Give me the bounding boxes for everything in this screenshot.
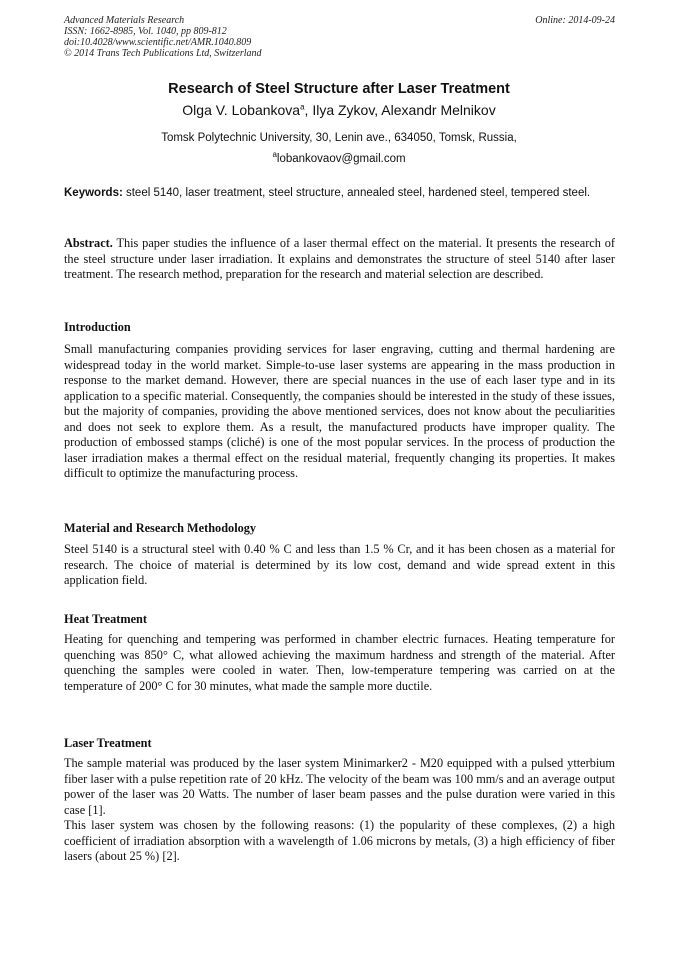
laser-paragraph-1: The sample material was produced by the laser system Minimarker2 - M20 equipped with a pulsed ytterbium fiber laser with a pulse repetition rate of 20 kHz. The velocity of the beam was 100 mm/s and an average output power of the laser was 20 Watts. The number of laser beam passes and the pulse duration were varied in this case [1]. <box>64 756 615 817</box>
laser-paragraph-2: This laser system was chosen by the following reasons: (1) the popularity of these complexes, (2) a high coefficient of irradiation absorption with a wavelength of 1.06 microns by metals, (3) a high efficiency of fiber lasers (about 25 %) [2]. <box>64 818 615 863</box>
author-list <box>0 101 678 119</box>
affiliation: Tomsk Polytechnic University, 30, Lenin ave., 634050, Tomsk, Russia, <box>161 132 517 144</box>
author-others: , Ilya Zykov, Alexandr Melnikov <box>304 102 496 118</box>
section-heading-methodology: Material and Research Methodology <box>64 521 257 535</box>
keywords <box>64 186 615 201</box>
copyright-line: © 2014 Trans Tech Publications Ltd, Switzerland <box>64 48 262 59</box>
keywords-text: steel 5140, laser treatment, steel structure, annealed steel, hardened steel, tempered steel. <box>122 187 591 199</box>
email-mark: a <box>272 150 277 160</box>
online-date: Online: 2014-09-24 <box>535 15 615 26</box>
journal-header <box>64 15 615 59</box>
doi-line: doi:10.4028/www.scientific.net/AMR.1040.809 <box>64 37 252 48</box>
author-email <box>0 152 678 166</box>
journal-name: Advanced Materials Research <box>64 15 185 26</box>
author-affiliation-mark: a <box>300 102 305 112</box>
section-text-introduction: Small manufacturing companies providing services for laser engraving, cutting and thermal hardening are widespread today in the world market. Simple-to-use laser systems are appearing in the mass production in response to the market demand. However, there are special nuances in the use of each laser type and in its application to a specific material. Consequently, the companies should be interested in the study of these issues, but the majority of companies, providing the above mentioned services, does not know about the peculiarities and does not seek to explore them. As a result, the manufactured products have improper quality. The production of embossed stamps (cliché) is one of the most popular services. In the process of production the laser irradiation makes a thermal effect on the residual material, frequently changing its properties. It makes difficult to optimize the manufacturing process. <box>64 342 615 480</box>
keywords-label: Keywords: <box>64 187 123 199</box>
issn-line: ISSN: 1662-8985, Vol. 1040, pp 809-812 <box>64 26 227 37</box>
abstract-text: This paper studies the influence of a laser thermal effect on the material. It presents the research of the steel structure under laser irradiation. It explains and demonstrates the structure of steel 5140 after laser treatment. The research method, preparation for the research and material selection are described. <box>64 236 615 281</box>
section-heading-introduction: Introduction <box>64 320 131 334</box>
section-text-laser-treatment <box>64 756 615 865</box>
author-lobankova: Olga V. Lobankova <box>182 102 301 118</box>
section-heading-laser-treatment: Laser Treatment <box>64 736 152 750</box>
paper-title: Research of Steel Structure after Laser Treatment <box>168 81 510 97</box>
section-heading-heat-treatment: Heat Treatment <box>64 612 147 626</box>
abstract <box>64 236 615 283</box>
email-address: lobankovaov@gmail.com <box>276 153 406 165</box>
abstract-label: Abstract. <box>64 236 113 250</box>
section-text-methodology: Steel 5140 is a structural steel with 0.40 % C and less than 1.5 % Cr, and it has been chosen as a material for research. The choice of material is determined by its low cost, demand and wide spread extent in this application field. <box>64 542 615 587</box>
section-text-heat-treatment: Heating for quenching and tempering was performed in chamber electric furnaces. Heating temperature for quenching was 850° C, what allowed achieving the maximum hardness and strength of the material. After quenching the samples were cooled in water. Then, low-temperature tempering was carried on at the temperature of 200° C for 30 minutes, what made the sample more ductile. <box>64 632 615 693</box>
